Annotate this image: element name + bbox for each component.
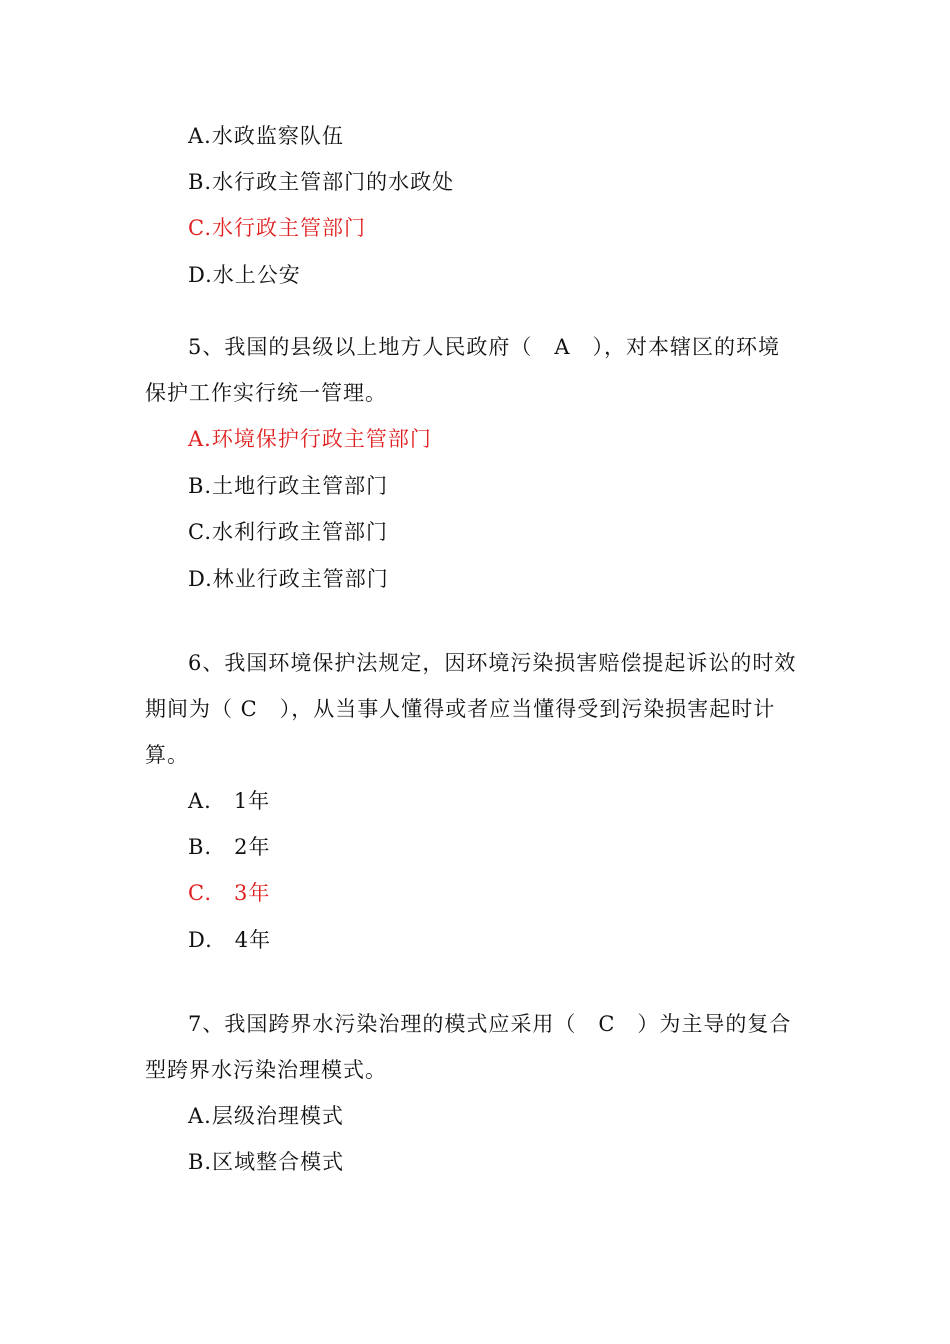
q7-option-a: A.层级治理模式 — [188, 1104, 344, 1128]
q6-option-b: B. 2年 — [188, 835, 271, 859]
q5-option-d: D.林业行政主管部门 — [188, 567, 389, 591]
q7-text-line2: 型跨界水污染治理模式。 — [145, 1058, 387, 1082]
q6-text-line2: 期间为（ C ），从当事人懂得或者应当懂得受到污染损害起时计 — [145, 697, 776, 721]
q6-text-line1: 6、我国环境保护法规定，因环境污染损害赔偿提起诉讼的时效 — [188, 651, 797, 675]
q4-option-a: A.水政监察队伍 — [188, 124, 344, 148]
q7-text-line1: 7、我国跨界水污染治理的模式应采用（ C ）为主导的复合 — [188, 1012, 792, 1036]
q6-option-c-correct: C. 3年 — [188, 881, 271, 905]
q6-text-line3: 算。 — [145, 743, 189, 767]
q5-text-line1: 5、我国的县级以上地方人民政府（ A ），对本辖区的环境 — [188, 335, 781, 359]
q6-option-a: A. 1年 — [188, 789, 271, 813]
q5-option-c: C.水利行政主管部门 — [188, 520, 388, 544]
q6-option-d: D. 4年 — [188, 928, 272, 952]
q5-text-line2: 保护工作实行统一管理。 — [145, 381, 387, 405]
q5-option-b: B.土地行政主管部门 — [188, 474, 389, 498]
q4-option-d: D.水上公安 — [188, 263, 301, 287]
q4-option-c-correct: C.水行政主管部门 — [188, 216, 366, 240]
q4-option-b: B.水行政主管部门的水政处 — [188, 170, 455, 194]
q7-option-b: B.区域整合模式 — [188, 1150, 345, 1174]
q5-option-a-correct: A.环境保护行政主管部门 — [188, 427, 432, 451]
